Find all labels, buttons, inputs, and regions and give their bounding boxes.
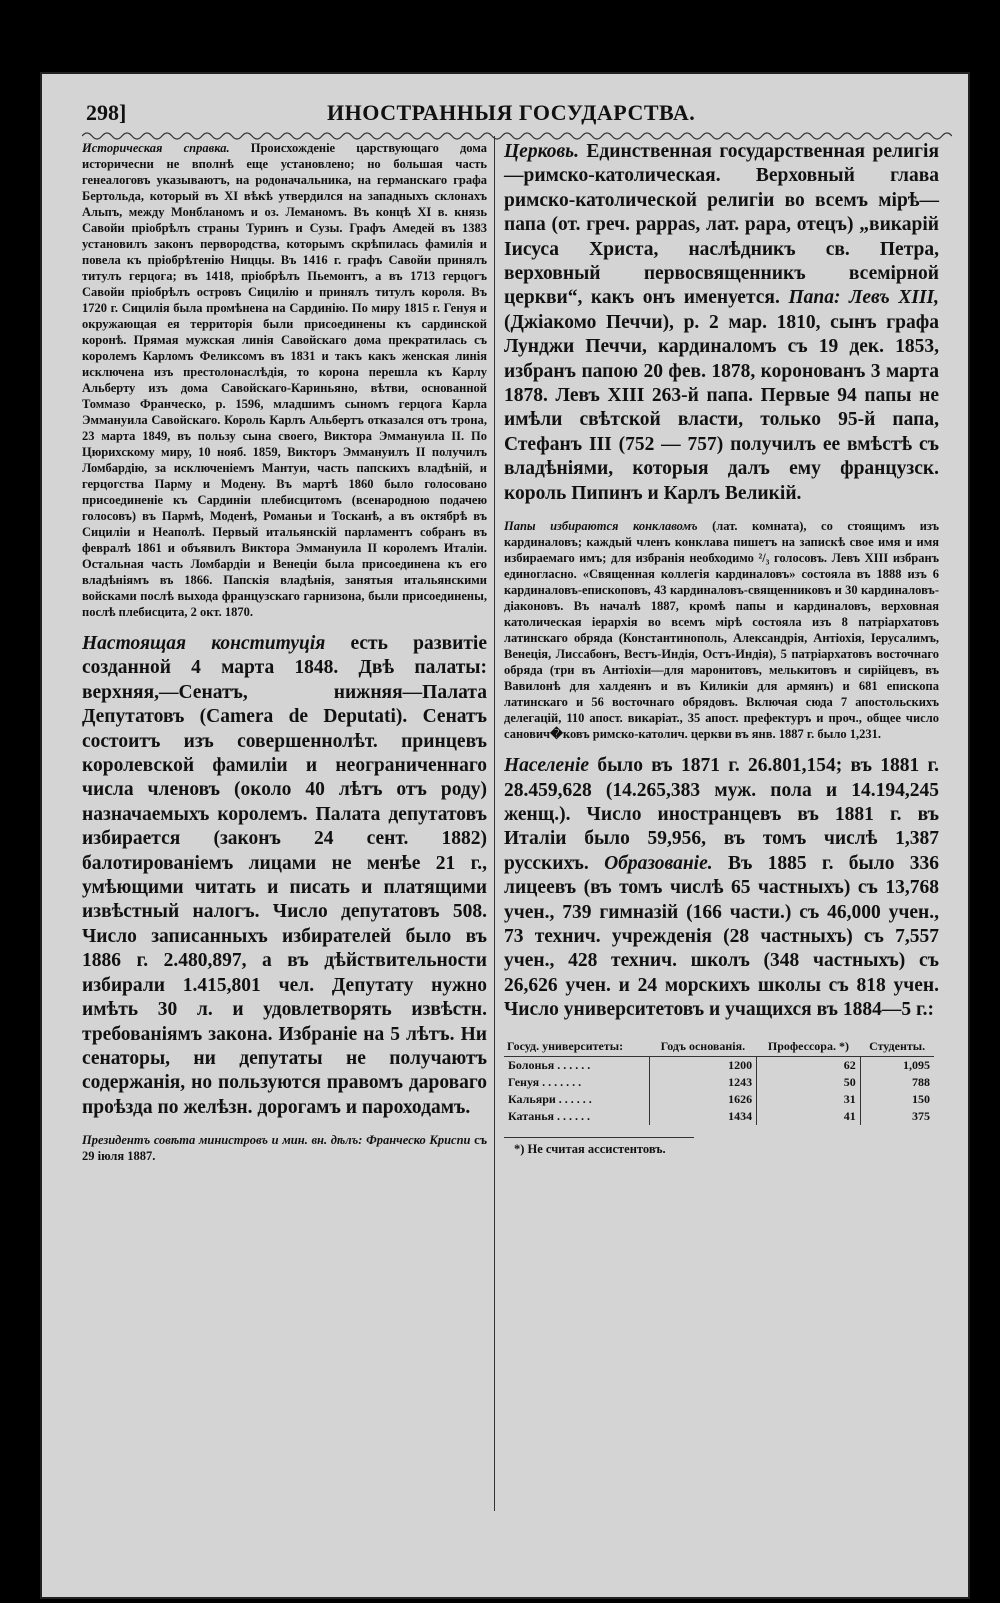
conclave-body: (лат. комната), со стоящимъ изъ кардиналовъ; каждый членъ конклава пишетъ на запискѣ свое имя и имя избираемаго имъ; для избранія необходимо ²/₃ голосовъ. Левъ XIII избранъ единогласно. «Священная коллегія кардиналовъ» состояла въ 1888 изъ 6 кардиналовъ-епископовъ, 43 кардиналовъ-священниковъ и 30 кардиналовъ-діаконовъ. Въ началѣ 1887, кромѣ папы и кардиналовъ, верховная католическая іерархія во всемъ мірѣ состояла изъ 8 патріархатовъ латинскаго обряда (Константинополь, Александрія, Антіохія, Іерусалимъ, Венеція, Лиссабонъ, Вестъ-Индія, Остъ-Индія), 5 патріархатовъ восточнаго обряда (три въ Антіохіи—для маронитовъ, мелькитовъ и сирійцевъ, въ Вавилонѣ для халдеянъ и въ Киликіи для армянъ) и 681 епископа латинскаго и 56 восточнаго обрядовъ. Включая сюда 7 апостольскихъ делегацій, 110 апост. викаріат., 35 апост. префектуръ и проч., общее число санович�ковъ римско-католич. церкви въ янв. 1887 г. было 1,231. (504, 519, 940, 742)
education-body: Въ 1885 г. было 336 лицеевъ (въ томъ числѣ 65 частныхъ) съ 13,768 учен., 739 гимназій (166 части.) съ 46,000 учен., 73 технич. учрежденія (28 частныхъ) съ 7,557 учен., 428 технич. школъ (348 частныхъ) съ 26,626 учен. и 24 морскихъ школы съ 818 учен. Число университетовъ и учащихся въ 1884—5 г.: (504, 852, 939, 1021)
church-paragraph (504, 140, 939, 506)
table-cell: 50 (757, 1074, 861, 1091)
church-body-1: Единственная государственная религія—римско-католическая. Верховный глава римско-католической религіи во всемъ мірѣ—папа (от. греч. pappas, лат. papa, отецъ) „викарій Іисуса Христа, наслѣдникъ св. Петра, верховный первосвященникъ всемірной церкви“, какъ онъ именуется. (504, 141, 939, 309)
table-row (504, 1056, 934, 1074)
table-row (504, 1074, 934, 1091)
constitution-body: есть развитіе созданной 4 марта 1848. Двѣ палаты: верхняя,—Сенатъ, нижняя—Палата Депутатовъ (Camera de Deputati). Сенатъ состоитъ изъ совершеннолѣт. принцевъ королевской фамиліи и неограниченнаго числа членовъ (около 40 лѣтъ отъ роду) назначаемыхъ королемъ. Палата депутатовъ избирается (законъ 24 сент. 1882) балотированіемъ лицами не менѣе 21 г., умѣющими читать и писать и платящими извѣстный налогъ. Число депутатовъ 508. Число записанныхъ избирателей было въ 1886 г. 2.480,897, а въ дѣйствительности избирали 1.415,801 чел. Депутату нужно имѣть 30 л. и удовлетворять извѣстн. требованіямъ закона. Избраніе на 5 лѣтъ. Ни сенаторы, ни депутаты не получаютъ содержанія, но пользуются правомъ дароваго проѣзда по желѣзн. дорогамъ и пароходамъ. (82, 633, 487, 1118)
history-body: Происхожденіе царствующаго дома историчесни не вполнѣ еще установлено; но большая часть генеалоговъ указываютъ, на родоначальника, на германскаго графа Бертольда, который въ XI вѣкѣ утвердился на западныхъ склонахъ Альпъ, между Монбланомъ и оз. Леманомъ. Въ концѣ XI в. князь Савойи пріобрѣлъ страны Туринъ и Сузы. Графъ Амедей въ 1383 установилъ законъ первородства, которымъ скрѣпилась фамилія и повела къ пріобрѣтенію Ниццы. Въ 1416 г. графъ Савойи принялъ титулъ герцога; въ 1418, пріобрѣлъ Пьемонтъ, а въ 1713 герцогъ Савойи пріобрѣлъ островъ Сицилію и принялъ титулъ короля. Въ 1720 г. Сицилія была промѣнена на Сардинію. По миру 1815 г. Генуя и окружающая ея территорія были присоединены къ сардинской коронѣ. Прямая мужская линія Савойскаго дома прекратилась съ королемъ Карломъ Феликсомъ въ 1831 и такъ какъ женская линія исключена изъ престолонаслѣдія, то корона перешла къ Карлу Альберту изъ дома Савойскаго-Кариньяно, вѣтви, основанной Томмазо Франческо, р. 1596, младшимъ сыномъ герцога Карла Эммануила Савойскаго. Король Карлъ Альбертъ отказался отъ трона, 23 марта 1849, въ пользу сына своего, Виктора Эммануила II. По Цюрихскому миру, 10 нояб. 1859, Викторъ Эммануилъ II получилъ Ломбардію, за исключеніемъ Мантуи, часть папскихъ владѣній, и герцогства Парму и Модену. Въ мартѣ 1860 было голосовано присоединеніе къ Сардиніи плебисцитомъ (всенародною подачею голосовъ) въ Пармѣ, Моденѣ, Романьи и Тосканѣ, а въ октябрѣ въ Сициліи и Неаполѣ. Первый итальянскій парламентъ собранъ въ февралѣ 1861 и объявилъ Виктора Эммануила II королемъ Италіи. Остальная часть Ломбардіи и Венеціи была присоединена къ его владѣніямъ въ 1866. Папскія владѣнія, занятыя итальянскими войсками послѣ выхода французскаго гарнизона, были присоединены, послѣ плебисцита, 2 окт. 1870. (82, 141, 487, 619)
table-footnote: *) Не считая ассистентовъ. (504, 1137, 694, 1157)
table-header-row (504, 1037, 934, 1057)
table-header: Студенты. (869, 1038, 926, 1053)
history-paragraph (82, 140, 487, 620)
table-cell: 1,095 (860, 1056, 934, 1074)
running-title: ИНОСТРАННЫЯ ГОСУДАРСТВА. (327, 100, 696, 125)
left-column (82, 140, 487, 1164)
table-row (504, 1091, 934, 1108)
table-cell: 1243 (649, 1074, 757, 1091)
conclave-lead: Папы избираются (504, 519, 619, 534)
table-cell: 1626 (649, 1091, 757, 1108)
conclave-paragraph (504, 518, 939, 742)
premier-date: съ 29 іюля 1887. (82, 1133, 487, 1164)
premier-name: Франческо Криспи (366, 1133, 471, 1148)
population-paragraph (504, 754, 939, 1022)
table-cell: 1200 (649, 1056, 757, 1074)
table-cell: 375 (860, 1108, 934, 1125)
table-cell: 1434 (649, 1108, 757, 1125)
table-header: Госуд. университеты: (507, 1038, 624, 1053)
page (40, 72, 970, 1599)
church-body-2: (Джіакомо Печчи), р. 2 мар. 1810, сынъ графа Лунджи Печчи, кардиналомъ съ 19 дек. 1853, избранъ папою 20 фев. 1878, коронованъ 3 марта 1878. Левъ XIII 263-й папа. Первые 94 папы не имѣли свѣтской власти, только 95-й папа, Стефанъ III (752 — 757) получилъ ее вмѣстѣ съ владѣніями, которыя далъ ему французск. король Пипинъ и Карлъ Великій. (504, 311, 939, 504)
table-header: Профессора. *) (767, 1038, 849, 1053)
premier-lead: Президентъ совѣта министровъ и мин. вн. дѣлъ: (82, 1133, 363, 1148)
table-cell: 62 (757, 1056, 861, 1074)
population-body: было въ 1871 г. 26.801,154; въ 1881 г. 28.459,628 (14.265,383 муж. пола и 14.194,245 женщ.). Число иностранцевъ въ 1881 г. въ Италіи было 59,956, въ томъ числѣ 1,387 русскихъ. (504, 755, 939, 874)
table-cell: Кальяри . . . . . . (508, 1091, 592, 1106)
table-row (504, 1108, 934, 1125)
table-cell: Болонья . . . . . . (508, 1057, 591, 1072)
constitution-paragraph (82, 632, 487, 1120)
education-lead: Образованіе. (604, 852, 713, 874)
table-cell: 150 (860, 1091, 934, 1108)
history-lead: Историческая справка. (82, 141, 230, 155)
constitution-lead: Настоящая конституція (82, 633, 326, 654)
table-cell: 788 (860, 1074, 934, 1091)
table-cell: Катанья . . . . . . (508, 1108, 591, 1123)
column-divider (494, 136, 495, 1511)
conclave-word: конклавомъ (632, 519, 698, 534)
page-number: 298] (86, 100, 127, 125)
church-lead: Церковь. (504, 141, 579, 162)
premier-paragraph (82, 1132, 487, 1164)
universities-table (504, 1037, 934, 1125)
population-lead: Населеніе (504, 755, 590, 777)
table-cell: 31 (757, 1091, 861, 1108)
pope-lead: Папа: Левъ XIII, (788, 287, 940, 309)
right-column (504, 140, 939, 1157)
table-header: Годъ основанія. (660, 1038, 746, 1053)
table-cell: Генуя . . . . . . . (508, 1074, 582, 1089)
table-cell: 41 (757, 1108, 861, 1125)
